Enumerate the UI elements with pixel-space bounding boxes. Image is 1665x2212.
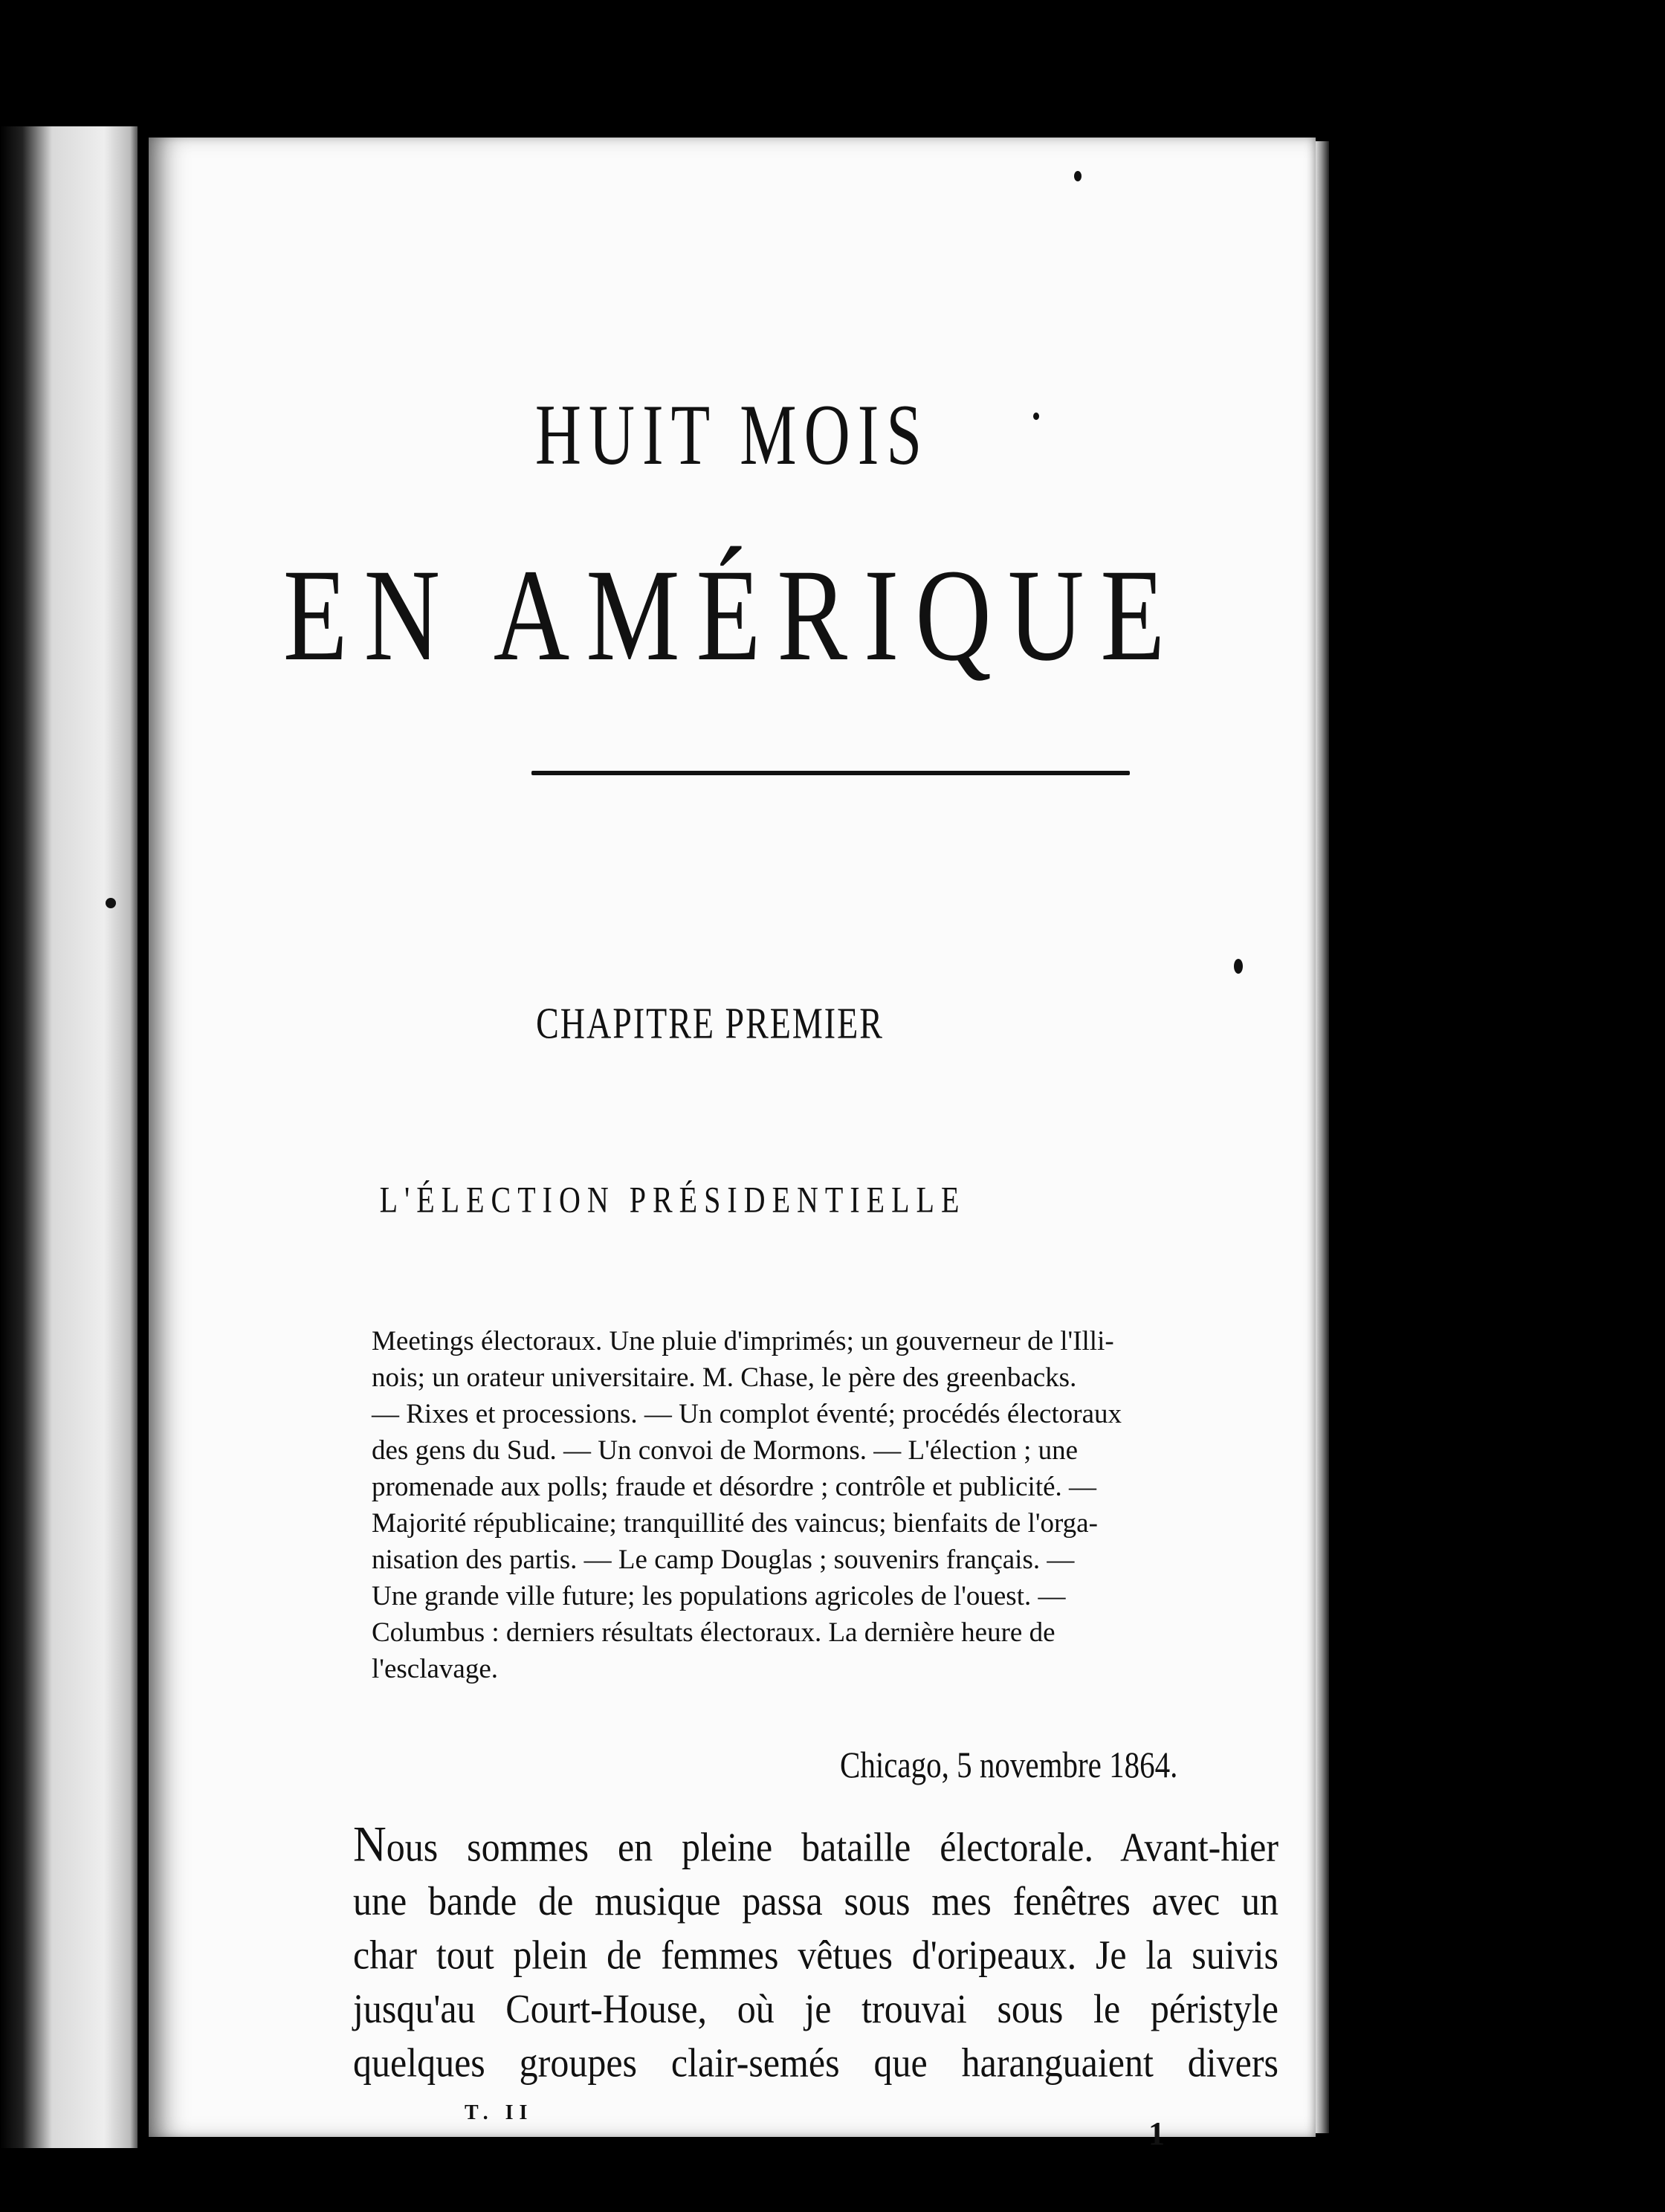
summary-line: l'esclavage. — [372, 1654, 498, 1684]
body-line: char tout plein de femmes vêtues d'oripeaux. Je la suivis — [353, 1932, 1278, 1978]
speck — [106, 898, 116, 908]
summary-line: Columbus : derniers résultats électoraux. La dernière heure de — [372, 1617, 1055, 1648]
facing-page-edge — [0, 126, 141, 2148]
speck — [1033, 413, 1039, 420]
signature-mark: T. II — [465, 2101, 534, 2124]
body-line: une bande de musique passa sous mes fenêtres avec un — [353, 1878, 1278, 1924]
book-page — [149, 138, 1316, 2152]
body-line: jusqu'au Court-House, où je trouvai sous le péristyle — [353, 1985, 1278, 2032]
summary-line: — Rixes et processions. — Un complot éventé; procédés électoraux — [372, 1399, 1122, 1429]
chapter-summary — [372, 1323, 1286, 1687]
summary-line: des gens du Sud. — Un convoi de Mormons. — L'élection ; une — [372, 1435, 1079, 1466]
title-divider-rule — [531, 771, 1130, 775]
summary-line: Meetings électoraux. Une pluie d'imprimés; un gouverneur de l'Illi- — [372, 1326, 1114, 1356]
body-line: quelques groupes clair-semés que haranguaient divers — [353, 2040, 1278, 2086]
chapter-subtitle: L'ÉLECTION PRÉSIDENTIELLE — [379, 1178, 966, 1220]
chapter-heading: CHAPITRE PREMIER — [536, 998, 884, 1048]
summary-line: Une grande ville future; les populations agricoles de l'ouest. — — [372, 1581, 1066, 1611]
summary-line: promenade aux polls; fraude et désordre ; contrôle et publicité. — — [372, 1472, 1097, 1502]
body-line: Nous sommes en pleine bataille électorale. Avant-hier — [353, 1816, 1278, 1872]
book-title-line-2: EN AMÉRIQUE — [282, 541, 1182, 688]
dateline: Chicago, 5 novembre 1864. — [840, 1744, 1178, 1785]
summary-line: Majorité républicaine; tranquillité des vaincus; bienfaits de l'orga- — [372, 1508, 1098, 1539]
summary-line: nisation des partis. — Le camp Douglas ; souvenirs français. — — [372, 1545, 1075, 1575]
page-number: 1 — [1148, 2115, 1165, 2152]
body-text — [353, 1817, 1278, 2089]
book-title-line-1: HUIT MOIS — [534, 387, 930, 483]
page-edge-shadow — [1316, 141, 1329, 2133]
speck — [1074, 171, 1082, 181]
speck — [1234, 959, 1243, 974]
initial-letter: N — [353, 1816, 387, 1872]
summary-line: nois; un orateur universitaire. M. Chase, le père des greenbacks. — [372, 1362, 1077, 1393]
